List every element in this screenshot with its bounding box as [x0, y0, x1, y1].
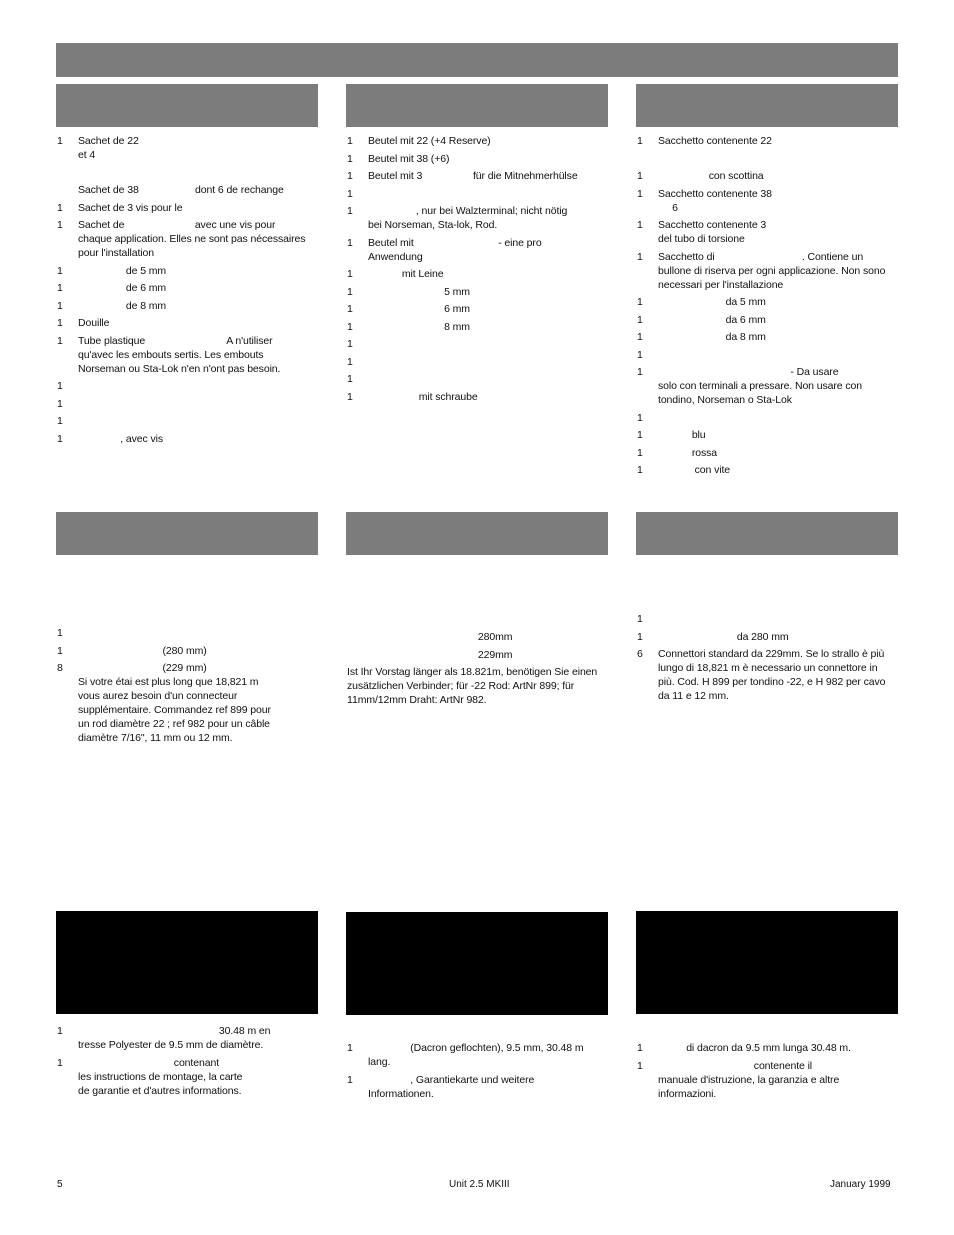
- list-item: [347, 187, 609, 201]
- list-item: [347, 337, 609, 351]
- item-quantity: 1: [637, 446, 643, 459]
- item-quantity: 1: [347, 236, 353, 249]
- item-description: Sacchetto contenente 3 del tubo di torsione: [658, 219, 767, 245]
- list-item: [57, 661, 319, 745]
- list-item: [347, 630, 609, 644]
- list-item: [57, 644, 319, 658]
- list-item: [347, 390, 609, 404]
- connectors-note-de: Ist Ihr Vorstag länger als 18.821m, benötigen Sie einen zusätzlichen Verbinder; für -22 Rod: ArtNr 899; für 11mm/12mm Draht: ArtNr 982.: [347, 666, 598, 706]
- connectors-block-de: [347, 630, 609, 711]
- list-item: [57, 183, 319, 197]
- item-description: 280mm: [368, 631, 513, 643]
- item-description: 6 mm: [368, 303, 470, 315]
- item-quantity: 6: [637, 648, 643, 660]
- list-item: [637, 169, 899, 183]
- item-quantity: 1: [57, 264, 63, 277]
- item-description: con vite: [658, 464, 731, 476]
- list-item: [347, 302, 609, 316]
- item-description: 5 mm: [368, 285, 470, 298]
- item-quantity: 1: [347, 390, 353, 403]
- item-quantity: 1: [637, 250, 643, 263]
- item-quantity: 1: [347, 355, 353, 368]
- item-quantity: 1: [57, 644, 63, 657]
- list-item: [57, 1024, 319, 1052]
- item-quantity: 1: [347, 1042, 353, 1054]
- item-quantity: 1: [347, 152, 353, 165]
- footer-date: January 1999: [830, 1179, 891, 1190]
- list-item: [637, 365, 899, 407]
- item-quantity: 1: [637, 429, 643, 441]
- header-bar-it-1: [636, 84, 898, 127]
- halyard-list-it: [637, 1041, 899, 1104]
- list-item: [347, 1041, 609, 1069]
- item-quantity: 1: [347, 373, 353, 385]
- halyard-list-de: [347, 1041, 609, 1104]
- item-description: Sachet de avec une vis pour chaque application. Elles ne sont pas nécessaires pour l'installation: [78, 219, 306, 259]
- item-description: - Da usare solo con terminali a pressare. Non usare con tondino, Norseman o Sta-Lok: [658, 366, 862, 406]
- list-item: [347, 320, 609, 334]
- list-item: [347, 169, 609, 183]
- item-quantity: 1: [637, 296, 643, 308]
- list-item: [637, 463, 899, 477]
- item-quantity: 1: [637, 170, 643, 182]
- item-quantity: 1: [347, 303, 353, 315]
- item-quantity: 1: [57, 380, 63, 392]
- item-quantity: 1: [57, 135, 63, 147]
- header-bar-fr-2: [56, 512, 318, 555]
- list-item: [637, 411, 899, 425]
- item-description: Sachet de 22 et 4: [78, 135, 139, 161]
- list-item: [57, 334, 319, 376]
- list-item: [57, 281, 319, 295]
- item-quantity: 1: [637, 1059, 643, 1072]
- item-quantity: 1: [637, 464, 643, 476]
- halyard-list-fr: [57, 1024, 319, 1101]
- list-item: [637, 428, 899, 442]
- list-item: [637, 152, 899, 166]
- item-description: 30.48 m en tresse Polyester de 9.5 mm de diamètre.: [78, 1025, 271, 1051]
- parts-list-fr: [57, 134, 319, 449]
- item-description: contenente il manuale d'istruzione, la garanzia e altre informazioni.: [658, 1059, 840, 1100]
- item-description: , nur bei Walzterminal; nicht nötig bei Norseman, Sta-lok, Rod.: [368, 205, 568, 231]
- list-item: [57, 299, 319, 313]
- item-description: mit Leine: [368, 268, 444, 280]
- image-block-it: [636, 911, 898, 1014]
- list-item: [57, 264, 319, 278]
- header-bar-de-1: [346, 84, 608, 127]
- item-quantity: 1: [57, 282, 63, 294]
- list-item: [347, 267, 609, 281]
- item-description: 8 mm: [368, 320, 470, 333]
- image-block-de: [346, 912, 608, 1015]
- list-item: [637, 295, 899, 309]
- item-description: da 8 mm: [658, 331, 766, 343]
- item-quantity: 1: [347, 187, 353, 200]
- item-quantity: 1: [347, 338, 353, 350]
- item-quantity: 1: [347, 1073, 353, 1086]
- list-item: [347, 1073, 609, 1101]
- item-quantity: 1: [57, 334, 63, 347]
- list-item: [347, 648, 609, 662]
- item-quantity: 1: [57, 219, 63, 231]
- list-item: [637, 348, 899, 362]
- item-description: Sachet de 38 dont 6 de rechange: [78, 184, 284, 196]
- list-item: [57, 432, 319, 446]
- item-quantity: 1: [347, 205, 353, 217]
- list-item: [57, 414, 319, 428]
- item-description: 229mm: [368, 648, 513, 661]
- item-quantity: 1: [637, 630, 643, 643]
- item-description: Beutel mit 22 (+4 Reserve): [368, 135, 491, 147]
- connectors-list-fr: [57, 626, 319, 749]
- connectors-list-it: [637, 612, 899, 707]
- list-item: [637, 1059, 899, 1101]
- list-item: [637, 187, 899, 215]
- list-item: [57, 166, 319, 180]
- header-bar-fr-1: [56, 84, 318, 127]
- item-quantity: 1: [637, 613, 643, 625]
- item-description: mit schraube: [368, 390, 478, 403]
- list-item: [347, 204, 609, 232]
- item-quantity: 1: [57, 201, 63, 214]
- item-description: da 6 mm: [658, 313, 766, 326]
- item-quantity: 1: [637, 135, 643, 147]
- item-description: , Garantiekarte und weitere Informationen.: [368, 1073, 535, 1100]
- item-description: de 6 mm: [78, 282, 167, 294]
- list-item: [637, 446, 899, 460]
- item-quantity: 1: [637, 411, 643, 424]
- item-quantity: 1: [637, 313, 643, 326]
- top-title-bar: [56, 43, 898, 77]
- item-description: Sacchetto di . Contiene un bullone di riserva per ogni applicazione. Non sono necessari per l'installazione: [658, 250, 886, 291]
- item-description: Douille: [78, 317, 110, 329]
- parts-list-it: [637, 134, 899, 481]
- list-item: [57, 379, 319, 393]
- item-quantity: 1: [637, 1042, 643, 1054]
- item-description: Connettori standard da 229mm. Se lo strallo è più lungo di 18,821 m è necessario un connettore in più. Cod. H 899 per tondino -22, e H 982 per cavo da 11 e 12 mm.: [658, 648, 886, 702]
- list-item: [637, 1041, 899, 1055]
- item-quantity: 1: [347, 268, 353, 280]
- item-quantity: 1: [347, 135, 353, 147]
- item-quantity: 1: [57, 397, 63, 410]
- list-item: [637, 134, 899, 148]
- parts-list-de: [347, 134, 609, 407]
- item-description: (280 mm): [78, 644, 207, 657]
- item-description: de 8 mm: [78, 299, 167, 312]
- list-item: [347, 355, 609, 369]
- item-description: Sacchetto contenente 38 6: [658, 187, 772, 214]
- item-quantity: 1: [347, 320, 353, 333]
- item-description: de 5 mm: [78, 264, 167, 277]
- image-block-fr: [56, 911, 318, 1014]
- item-description: (229 mm) Si votre étai est plus long que 18,821 m vous aurez besoin d'un connecteur supplémentaire. Commandez ref 899 pour un rod diamètre 22 ; ref 982 pour un câble diamètre 7/16", 11 mm ou 12 mm.: [78, 662, 271, 744]
- item-description: da 280 mm: [658, 630, 789, 643]
- list-item: [637, 313, 899, 327]
- list-item: [57, 316, 319, 330]
- list-item: [57, 218, 319, 260]
- item-quantity: 1: [57, 415, 63, 427]
- item-quantity: 1: [57, 1025, 63, 1037]
- item-description: contenant les instructions de montage, la carte de garantie et d'autres informations.: [78, 1056, 243, 1097]
- list-item: [637, 647, 899, 703]
- item-description: di dacron da 9.5 mm lunga 30.48 m.: [658, 1042, 851, 1054]
- item-description: blu: [658, 429, 706, 441]
- list-item: [57, 397, 319, 411]
- list-item: [637, 250, 899, 292]
- item-quantity: 1: [57, 299, 63, 312]
- list-item: [637, 330, 899, 344]
- item-description: Tube plastique A n'utiliser qu'avec les embouts sertis. Les embouts Norseman ou Sta-Lok n'en n'ont pas besoin.: [78, 334, 281, 375]
- item-quantity: 1: [637, 366, 643, 378]
- item-description: da 5 mm: [658, 296, 766, 308]
- item-quantity: 1: [57, 432, 63, 445]
- list-item: [347, 285, 609, 299]
- item-quantity: 1: [637, 331, 643, 343]
- page-number: 5: [57, 1179, 63, 1190]
- item-description: Beutel mit - eine pro Anwendung: [368, 236, 542, 263]
- item-description: (Dacron geflochten), 9.5 mm, 30.48 m lang.: [368, 1042, 584, 1068]
- list-item: [57, 201, 319, 215]
- item-description: , avec vis: [78, 432, 164, 445]
- item-quantity: 1: [347, 170, 353, 182]
- item-quantity: 1: [637, 348, 643, 361]
- item-description: rossa: [658, 446, 717, 459]
- connectors-list-de: [347, 630, 609, 662]
- item-quantity: 1: [637, 219, 643, 231]
- list-item: [347, 236, 609, 264]
- header-bar-it-2: [636, 512, 898, 555]
- list-item: [637, 612, 899, 626]
- list-item: [347, 134, 609, 148]
- item-quantity: 1: [57, 317, 63, 329]
- item-description: Beutel mit 3 für die Mitnehmerhülse: [368, 170, 578, 182]
- item-description: Sacchetto contenente 22: [658, 135, 772, 147]
- item-quantity: 1: [57, 1056, 63, 1069]
- list-item: [347, 372, 609, 386]
- list-item: [57, 134, 319, 162]
- item-quantity: 1: [637, 187, 643, 200]
- item-quantity: 1: [57, 627, 63, 639]
- footer-unit: Unit 2.5 MKIII: [449, 1179, 510, 1190]
- list-item: [637, 630, 899, 644]
- list-item: [347, 152, 609, 166]
- item-quantity: 8: [57, 662, 63, 674]
- item-quantity: 1: [347, 285, 353, 298]
- item-description: Beutel mit 38 (+6): [368, 152, 450, 165]
- header-bar-de-2: [346, 512, 608, 555]
- item-description: Sachet de 3 vis pour le: [78, 201, 183, 214]
- list-item: [57, 1056, 319, 1098]
- list-item: [637, 218, 899, 246]
- list-item: [57, 626, 319, 640]
- item-description: con scottina: [658, 170, 764, 182]
